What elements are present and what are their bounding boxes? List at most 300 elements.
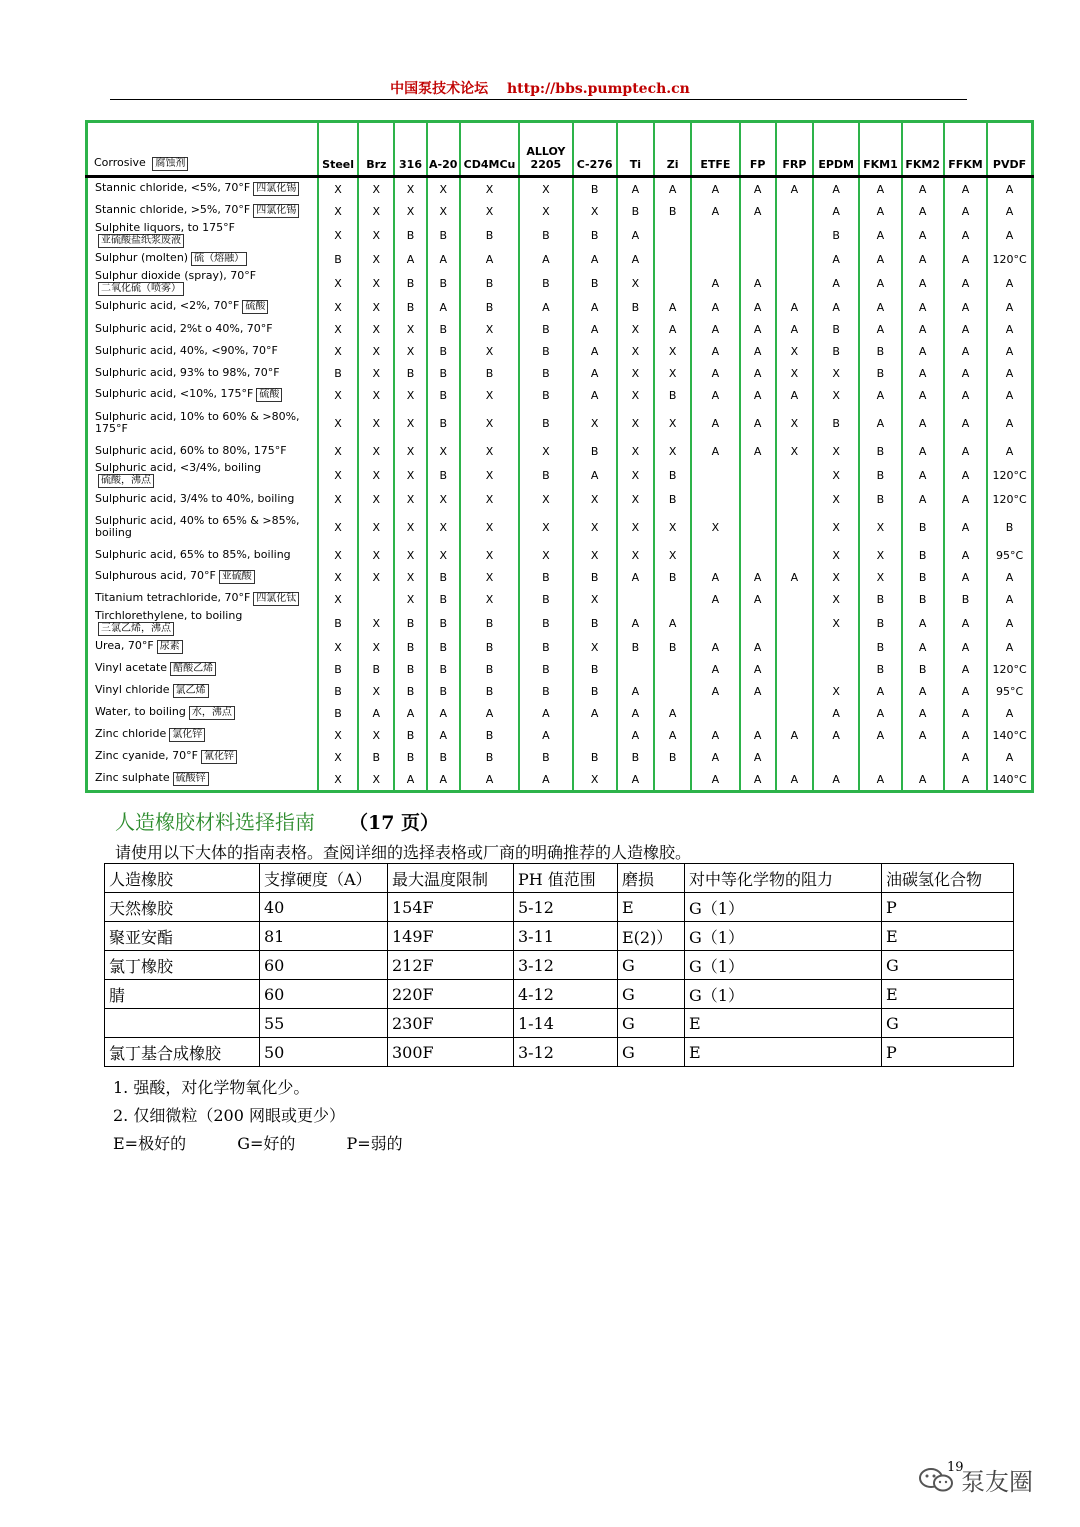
table-cell: E: [882, 922, 1014, 951]
rating-cell: X: [358, 177, 394, 201]
rating-cell: A: [394, 248, 426, 270]
section-title-text: 人造橡胶材料选择指南: [115, 810, 315, 834]
rating-cell: X: [318, 177, 358, 201]
rating-cell: X: [460, 340, 519, 362]
rating-cell: A: [617, 768, 654, 792]
rating-cell: B: [519, 658, 572, 680]
rating-cell: A: [902, 296, 944, 318]
rating-cell: B: [394, 222, 426, 248]
column-header: FRP: [776, 122, 813, 177]
table-cell: E: [685, 1038, 882, 1067]
rating-cell: B: [427, 362, 460, 384]
rating-cell: B: [902, 658, 944, 680]
site-url[interactable]: http://bbs.pumptech.cn: [507, 81, 690, 97]
corrosive-name: Sulphur dioxide (spray), 70°F: [95, 269, 257, 282]
corrosive-label: Corrosive: [94, 156, 146, 169]
rating-cell: [776, 270, 813, 296]
section-intro: 请使用以下大体的指南表格。查阅详细的选择表格或厂商的明确推荐的人造橡胶。: [115, 843, 692, 862]
rating-cell: X: [813, 462, 859, 488]
rating-cell: A: [902, 488, 944, 510]
rating-cell: X: [617, 362, 654, 384]
rating-cell: B: [460, 658, 519, 680]
rating-cell: B: [460, 296, 519, 318]
rating-cell: A: [902, 406, 944, 440]
rating-cell: A: [944, 340, 987, 362]
rating-cell: [740, 544, 776, 566]
table-row: [87, 406, 1033, 440]
table-cell: 3-12: [514, 1038, 618, 1067]
rating-cell: X: [358, 488, 394, 510]
rating-cell: [691, 610, 739, 636]
rating-cell: B: [573, 746, 617, 768]
rating-cell: B: [519, 566, 572, 588]
column-header: 油碳氢化合物: [882, 864, 1014, 893]
rating-cell: X: [318, 270, 358, 296]
rating-cell: B: [394, 296, 426, 318]
rating-cell: X: [460, 200, 519, 222]
rating-cell: A: [987, 296, 1032, 318]
table-cell: 40: [260, 893, 388, 922]
rating-cell: [740, 248, 776, 270]
rating-cell: A: [902, 200, 944, 222]
rating-cell: B: [813, 340, 859, 362]
rating-cell: X: [358, 566, 394, 588]
rating-cell: B: [813, 318, 859, 340]
rating-cell: X: [318, 636, 358, 658]
rating-cell: A: [859, 296, 901, 318]
table-cell: E(2)）: [618, 922, 685, 951]
rating-cell: X: [394, 588, 426, 610]
rating-cell: A: [427, 248, 460, 270]
rating-cell: B: [427, 462, 460, 488]
rating-cell: A: [654, 724, 691, 746]
rating-cell: X: [358, 406, 394, 440]
table-cell: E: [685, 1009, 882, 1038]
rating-cell: A: [902, 384, 944, 406]
rating-cell: A: [691, 746, 739, 768]
rating-cell: A: [740, 406, 776, 440]
rating-cell: B: [654, 488, 691, 510]
corrosive-name-cn: 氰化锌: [201, 750, 237, 764]
rating-cell: A: [944, 362, 987, 384]
corrosive-name: Sulphuric acid, 3/4% to 40%, boiling: [95, 492, 295, 505]
rating-cell: X: [813, 488, 859, 510]
rating-cell: A: [617, 610, 654, 636]
table-row: [87, 222, 1033, 248]
rating-cell: A: [573, 384, 617, 406]
table-cell: P: [882, 893, 1014, 922]
rating-cell: A: [987, 406, 1032, 440]
rating-cell: A: [617, 566, 654, 588]
rating-cell: X: [318, 340, 358, 362]
rating-cell: A: [740, 318, 776, 340]
legend-item: P=弱的: [346, 1134, 403, 1153]
rating-cell: A: [691, 296, 739, 318]
column-header: FFKM: [944, 122, 987, 177]
rating-cell: [813, 746, 859, 768]
rating-cell: A: [944, 544, 987, 566]
corrosive-name-cell: [87, 588, 318, 610]
rating-cell: X: [394, 200, 426, 222]
table-cell: P: [882, 1038, 1014, 1067]
table-cell: 60: [260, 980, 388, 1009]
rating-cell: X: [776, 340, 813, 362]
rating-cell: B: [573, 610, 617, 636]
rating-cell: B: [617, 200, 654, 222]
rating-cell: A: [776, 384, 813, 406]
rating-cell: X: [460, 406, 519, 440]
corrosive-name-cell: [87, 222, 318, 248]
rating-cell: B: [902, 510, 944, 544]
rating-cell: X: [654, 362, 691, 384]
corrosive-name-cell: [87, 746, 318, 768]
rating-cell: A: [573, 296, 617, 318]
rating-cell: B: [654, 462, 691, 488]
rating-cell: X: [318, 222, 358, 248]
rating-cell: A: [691, 340, 739, 362]
column-header: 316: [394, 122, 426, 177]
corrosive-name: Sulphuric acid, 2%t o 40%, 70°F: [95, 322, 273, 335]
rating-cell: A: [573, 702, 617, 724]
rating-cell: A: [691, 440, 739, 462]
rating-cell: X: [358, 440, 394, 462]
corrosive-name-cell: [87, 384, 318, 406]
rating-cell: B: [318, 680, 358, 702]
legend: [113, 1130, 449, 1158]
rating-cell: 120°C: [987, 658, 1032, 680]
table-row: [87, 296, 1033, 318]
rating-cell: A: [987, 177, 1032, 201]
rating-cell: B: [519, 270, 572, 296]
section-page-ref: （17 页）: [349, 812, 440, 834]
corrosive-name-cell: [87, 340, 318, 362]
rating-cell: A: [427, 296, 460, 318]
rating-cell: X: [460, 318, 519, 340]
rating-cell: A: [902, 702, 944, 724]
rating-cell: A: [573, 248, 617, 270]
rating-cell: A: [944, 510, 987, 544]
rating-cell: A: [740, 636, 776, 658]
rating-cell: X: [318, 200, 358, 222]
table-row: [87, 724, 1033, 746]
rating-cell: A: [944, 248, 987, 270]
column-header: ETFE: [691, 122, 739, 177]
rating-cell: X: [427, 510, 460, 544]
rating-cell: A: [944, 658, 987, 680]
rating-cell: A: [740, 296, 776, 318]
rating-cell: A: [460, 768, 519, 792]
rating-cell: A: [902, 636, 944, 658]
rating-cell: B: [427, 318, 460, 340]
rating-cell: 140°C: [987, 724, 1032, 746]
rating-cell: A: [691, 636, 739, 658]
watermark-text: 泵友圈: [961, 1468, 1033, 1496]
rating-cell: X: [460, 384, 519, 406]
header-divider: [110, 99, 967, 100]
rating-cell: X: [394, 440, 426, 462]
rating-cell: A: [740, 200, 776, 222]
corrosive-name-cell: [87, 318, 318, 340]
table-row: [87, 488, 1033, 510]
rating-cell: B: [318, 362, 358, 384]
corrosive-name: Stannic chloride, <5%, 70°F: [95, 181, 251, 194]
rating-cell: A: [987, 200, 1032, 222]
rating-cell: A: [460, 702, 519, 724]
rating-cell: A: [776, 768, 813, 792]
rating-cell: B: [573, 440, 617, 462]
rating-cell: X: [813, 510, 859, 544]
rating-cell: B: [654, 566, 691, 588]
rating-cell: X: [427, 440, 460, 462]
rating-cell: A: [519, 724, 572, 746]
corrosive-name: Stannic chloride, >5%, 70°F: [95, 203, 251, 216]
corrosive-name-cell: [87, 510, 318, 544]
rating-cell: X: [318, 406, 358, 440]
rating-cell: X: [519, 440, 572, 462]
rating-cell: A: [944, 636, 987, 658]
rating-cell: B: [519, 680, 572, 702]
rating-cell: X: [318, 318, 358, 340]
rating-cell: B: [617, 746, 654, 768]
corrosive-name-cell: [87, 440, 318, 462]
corrosive-name: Vinyl chloride: [95, 683, 170, 696]
corrosive-name-cn: 硫酸，沸点: [98, 474, 154, 488]
rating-cell: X: [358, 222, 394, 248]
table-row: [87, 270, 1033, 296]
rating-cell: A: [519, 768, 572, 792]
rating-cell: B: [460, 680, 519, 702]
table-row: [105, 1038, 1014, 1067]
rating-cell: A: [987, 588, 1032, 610]
rating-cell: B: [427, 658, 460, 680]
rating-cell: B: [394, 724, 426, 746]
rating-cell: A: [902, 222, 944, 248]
corrosive-name: Vinyl acetate: [95, 661, 168, 674]
rating-cell: [740, 702, 776, 724]
rating-cell: X: [394, 488, 426, 510]
rating-cell: A: [740, 746, 776, 768]
corrosive-name: Sulphuric acid, 93% to 98%, 70°F: [95, 366, 280, 379]
corrosive-name-cn: 四氯化锡: [253, 204, 299, 218]
rating-cell: A: [813, 200, 859, 222]
rating-cell: [617, 658, 654, 680]
rubber-table-body: [105, 893, 1014, 1067]
rating-cell: B: [859, 658, 901, 680]
rating-cell: X: [358, 680, 394, 702]
rating-cell: B: [654, 746, 691, 768]
rating-cell: [654, 588, 691, 610]
rating-cell: A: [859, 222, 901, 248]
corrosive-name-cn: 三氯乙烯，沸点: [98, 622, 174, 636]
rating-cell: B: [519, 462, 572, 488]
rating-cell: B: [519, 222, 572, 248]
rating-cell: A: [691, 768, 739, 792]
rating-cell: [740, 462, 776, 488]
rating-cell: A: [987, 270, 1032, 296]
rating-cell: A: [859, 724, 901, 746]
rating-cell: X: [460, 440, 519, 462]
rating-cell: B: [573, 680, 617, 702]
rating-cell: B: [944, 588, 987, 610]
rating-cell: A: [358, 702, 394, 724]
rating-cell: A: [944, 680, 987, 702]
rating-cell: A: [740, 177, 776, 201]
rating-cell: X: [460, 177, 519, 201]
rating-cell: X: [519, 488, 572, 510]
table-row: [87, 566, 1033, 588]
rating-cell: [776, 488, 813, 510]
rating-cell: A: [902, 680, 944, 702]
rating-cell: A: [987, 702, 1032, 724]
rating-cell: A: [987, 610, 1032, 636]
rating-cell: X: [654, 340, 691, 362]
corrosive-name-cell: [87, 610, 318, 636]
rating-cell: [776, 248, 813, 270]
rating-cell: A: [691, 680, 739, 702]
rating-cell: [654, 270, 691, 296]
rating-cell: B: [519, 384, 572, 406]
rating-cell: A: [813, 724, 859, 746]
note-item: 2. 仅细微粒（200 网眼或更少）: [113, 1106, 345, 1125]
column-header: 最大温度限制: [388, 864, 514, 893]
rating-cell: [776, 610, 813, 636]
rating-cell: X: [358, 248, 394, 270]
corrosive-name-cell: [87, 768, 318, 792]
table-cell: G: [882, 951, 1014, 980]
rating-cell: A: [902, 724, 944, 746]
corrosive-name: Tirchlorethylene, to boiling: [95, 609, 243, 622]
rating-cell: 140°C: [987, 768, 1032, 792]
rating-cell: B: [427, 588, 460, 610]
rating-cell: X: [318, 296, 358, 318]
rating-cell: A: [617, 222, 654, 248]
corrosive-name-cell: [87, 200, 318, 222]
rating-cell: B: [394, 658, 426, 680]
column-header: 人造橡胶: [105, 864, 260, 893]
rating-cell: B: [394, 610, 426, 636]
corrosive-name-cell: [87, 362, 318, 384]
rating-cell: B: [427, 610, 460, 636]
rating-cell: B: [519, 318, 572, 340]
rating-cell: A: [691, 588, 739, 610]
rating-cell: B: [460, 724, 519, 746]
rating-cell: [691, 488, 739, 510]
rating-cell: X: [460, 462, 519, 488]
column-header: Ti: [617, 122, 654, 177]
rating-cell: B: [427, 746, 460, 768]
rating-cell: [859, 746, 901, 768]
rating-cell: B: [519, 610, 572, 636]
rating-cell: A: [859, 248, 901, 270]
corrosive-name-cell: [87, 270, 318, 296]
rating-cell: X: [813, 566, 859, 588]
rating-cell: B: [654, 200, 691, 222]
table-cell: G（1）: [685, 922, 882, 951]
corrosive-name-cell: [87, 296, 318, 318]
rating-cell: X: [358, 362, 394, 384]
corrosive-name: Sulphuric acid, <3/4%, boiling: [95, 461, 262, 474]
rating-cell: X: [460, 510, 519, 544]
rating-cell: X: [394, 384, 426, 406]
table-row: [87, 610, 1033, 636]
rating-cell: A: [617, 724, 654, 746]
rating-cell: A: [987, 340, 1032, 362]
rating-cell: B: [859, 462, 901, 488]
rating-cell: A: [813, 177, 859, 201]
corrosive-name: Sulphuric acid, <10%, 175°F: [95, 387, 254, 400]
rating-cell: X: [460, 566, 519, 588]
rating-cell: [902, 746, 944, 768]
rating-cell: X: [427, 177, 460, 201]
rating-cell: B: [427, 340, 460, 362]
section-title: [115, 806, 439, 835]
rating-cell: A: [740, 566, 776, 588]
rating-cell: X: [617, 462, 654, 488]
corrosive-name-cn: 二氧化硫（喷雾）: [98, 282, 184, 296]
rating-cell: A: [944, 406, 987, 440]
rating-cell: X: [460, 544, 519, 566]
rating-cell: 120°C: [987, 488, 1032, 510]
rating-cell: A: [427, 724, 460, 746]
rating-cell: X: [460, 588, 519, 610]
rating-cell: [654, 222, 691, 248]
corrosive-name-cn: 四氯化钛: [253, 592, 299, 606]
rating-cell: A: [944, 768, 987, 792]
table-row: [105, 893, 1014, 922]
rating-cell: B: [427, 406, 460, 440]
rating-cell: X: [519, 200, 572, 222]
corrosive-name: Sulphurous acid, 70°F: [95, 569, 216, 582]
rating-cell: X: [318, 566, 358, 588]
column-header: CD4MCu: [460, 122, 519, 177]
rating-cell: A: [740, 362, 776, 384]
rating-cell: X: [573, 768, 617, 792]
corrosive-name-cn: 亚硫酸: [219, 570, 255, 584]
rating-cell: A: [944, 222, 987, 248]
rating-cell: 120°C: [987, 462, 1032, 488]
table-row: [87, 318, 1033, 340]
rating-cell: A: [617, 702, 654, 724]
rating-cell: A: [654, 610, 691, 636]
table-cell: G（1）: [685, 893, 882, 922]
rating-cell: X: [358, 724, 394, 746]
rating-cell: X: [519, 177, 572, 201]
rating-cell: X: [813, 384, 859, 406]
rating-cell: A: [691, 384, 739, 406]
rating-cell: A: [691, 406, 739, 440]
table-cell: G: [618, 951, 685, 980]
corrosive-name-cell: [87, 406, 318, 440]
rating-cell: X: [813, 680, 859, 702]
table-row: [87, 636, 1033, 658]
rating-cell: A: [987, 362, 1032, 384]
corrosive-name: Sulphuric acid, 10% to 60% & >80%, 175°F: [95, 410, 300, 435]
rating-cell: A: [902, 340, 944, 362]
rating-cell: [776, 222, 813, 248]
rating-cell: A: [654, 702, 691, 724]
corrosive-name: Water, to boiling: [95, 705, 186, 718]
rating-cell: B: [519, 362, 572, 384]
rating-cell: X: [617, 270, 654, 296]
table-cell: 氯丁橡胶: [105, 951, 260, 980]
corrosive-name-cell: [87, 488, 318, 510]
table-cell: 天然橡胶: [105, 893, 260, 922]
rating-cell: A: [776, 318, 813, 340]
rating-cell: A: [902, 462, 944, 488]
rating-cell: A: [859, 406, 901, 440]
rating-cell: [654, 658, 691, 680]
rating-cell: A: [573, 318, 617, 340]
